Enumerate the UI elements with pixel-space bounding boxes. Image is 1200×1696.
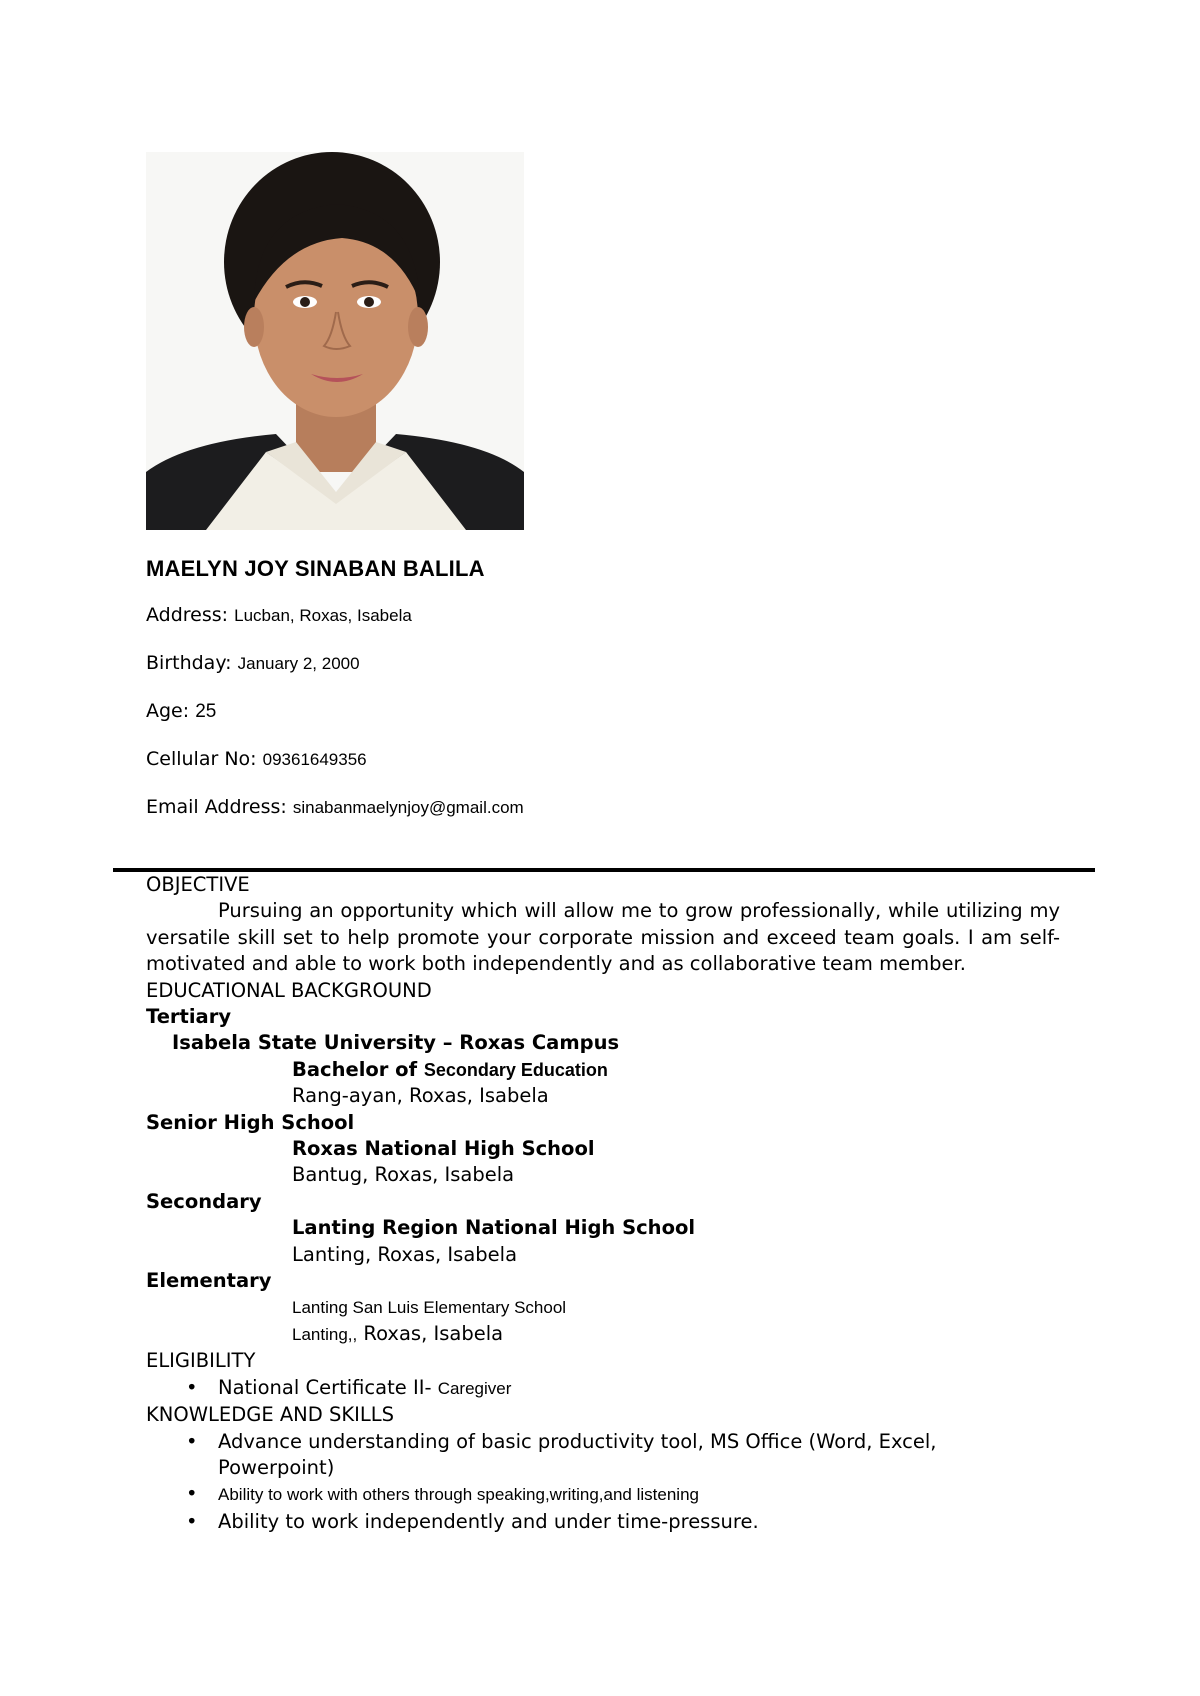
secondary-school: Lanting Region National High School (292, 1216, 696, 1240)
profile-photo (146, 152, 524, 530)
eligibility-list (146, 1375, 1060, 1402)
secondary-location: Lanting, Roxas, Isabela (292, 1242, 518, 1266)
email-row (146, 796, 524, 818)
skills-item (146, 1481, 1060, 1508)
address-label: Address: (146, 604, 229, 626)
senior-high-location: Bantug, Roxas, Isabela (292, 1163, 515, 1187)
tertiary-degree-rest: Secondary Education (423, 1059, 608, 1080)
skills-item-1-line-2: Powerpoint) (218, 1455, 335, 1479)
skills-item-3: Ability to work independently and under time-pressure. (218, 1509, 759, 1533)
skills-item-2: Ability to work with others through speaking,writing,and listening (218, 1485, 699, 1505)
cellular-label: Cellular No: (146, 748, 257, 770)
elementary-school: Lanting San Luis Elementary School (292, 1297, 567, 1317)
tertiary-location: Rang-ayan, Roxas, Isabela (292, 1084, 549, 1108)
objective-text: Pursuing an opportunity which will allow me to grow professionally, while utilizing my versatile skill set to help promote your corporate mission and exceed team goals. I am self-motivated and able to work both independently and as collaborative team member. (146, 899, 1060, 976)
skills-item (146, 1509, 1060, 1535)
skills-item-1-line-1: Advance understanding of basic productivity tool, MS Office (Word, Excel, (218, 1429, 937, 1453)
education-heading: EDUCATIONAL BACKGROUND (146, 978, 432, 1002)
eligibility-item-prefix: National Certificate II- (218, 1375, 438, 1399)
profile-photo-illustration (146, 152, 524, 530)
bullet-icon: • (186, 1375, 198, 1399)
cellular-value: 09361649356 (262, 750, 367, 769)
skills-list (146, 1429, 1060, 1536)
resume-body (146, 872, 1060, 1535)
elementary-location-prefix: Lanting,, (292, 1324, 358, 1344)
bullet-icon: • (186, 1509, 198, 1533)
skills-item (146, 1429, 1060, 1482)
age-row (146, 700, 216, 723)
tertiary-degree (146, 1057, 1060, 1083)
elementary-location (146, 1321, 1060, 1348)
birthday-label: Birthday: (146, 652, 232, 674)
eligibility-item-rest: Caregiver (437, 1378, 512, 1398)
secondary-label: Secondary (146, 1189, 262, 1213)
skills-heading: KNOWLEDGE AND SKILLS (146, 1403, 394, 1427)
address-value: Lucban, Roxas, Isabela (234, 606, 412, 625)
elementary-location-rest: Roxas, Isabela (357, 1321, 504, 1345)
email-label: Email Address: (146, 796, 287, 818)
address-row (146, 604, 412, 626)
elementary-label: Elementary (146, 1269, 272, 1293)
senior-high-label: Senior High School (146, 1110, 355, 1134)
tertiary-label: Tertiary (146, 1005, 232, 1029)
bullet-icon: • (186, 1429, 198, 1453)
objective-heading: OBJECTIVE (146, 873, 250, 896)
cellular-row (146, 748, 367, 770)
senior-high-school: Roxas National High School (292, 1137, 595, 1161)
email-value: sinabanmaelynjoy@gmail.com (292, 798, 524, 817)
tertiary-degree-prefix: Bachelor of (292, 1057, 424, 1081)
full-name: MAELYN JOY SINABAN BALILA (146, 556, 485, 581)
eligibility-item (146, 1375, 1060, 1402)
age-value: 25 (195, 701, 217, 722)
birthday-row (146, 652, 360, 674)
age-label: Age: (146, 700, 190, 722)
eligibility-heading: ELIGIBILITY (146, 1349, 256, 1373)
birthday-value: January 2, 2000 (237, 654, 360, 673)
bullet-icon: • (186, 1482, 198, 1506)
tertiary-school: Isabela State University – Roxas Campus (172, 1031, 620, 1055)
